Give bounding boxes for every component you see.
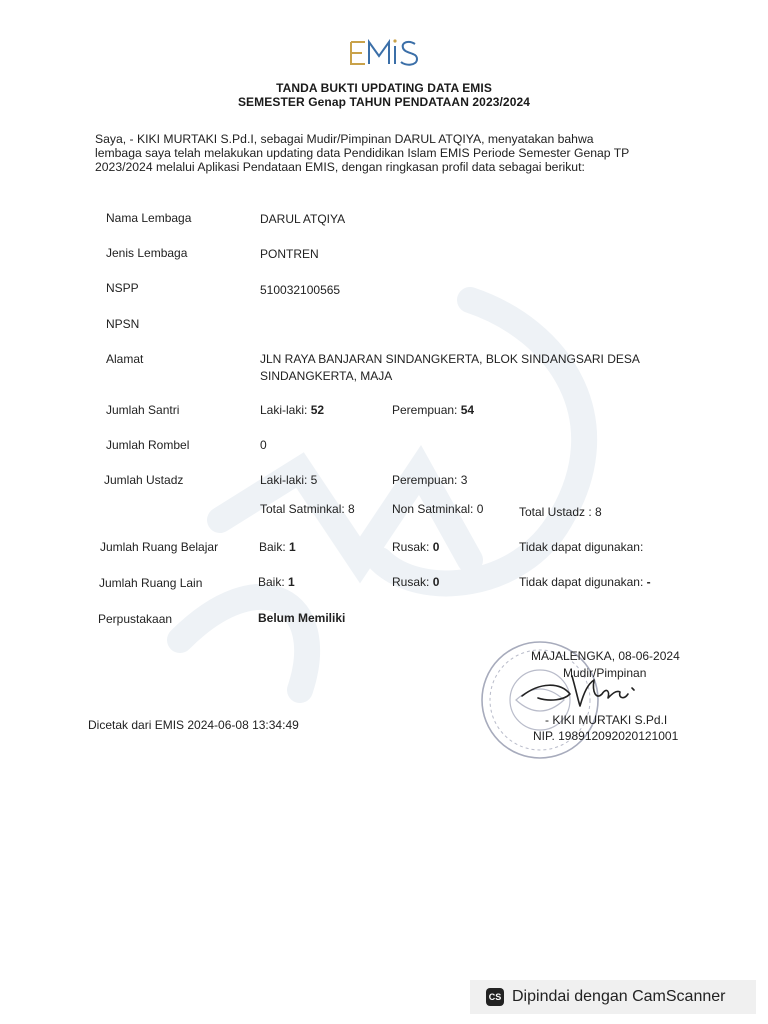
value-ruang-belajar-baik	[259, 540, 296, 554]
value-ustadz-laki: Laki-laki: 5	[260, 473, 318, 487]
camscanner-badge	[470, 980, 756, 1014]
value-nama-lembaga: DARUL ATQIYA	[260, 212, 346, 226]
signature-place-date: MAJALENGKA, 08-06-2024	[531, 649, 680, 663]
label-alamat: Alamat	[106, 352, 144, 366]
santri-perempuan-label: Perempuan:	[392, 403, 458, 417]
value-alamat-line2: SINDANGKERTA, MAJA	[260, 369, 393, 383]
camscanner-label: Dipindai dengan CamScanner	[512, 988, 726, 1005]
label-npsn: NPSN	[106, 317, 140, 331]
value-ruang-belajar-rusak	[392, 540, 439, 554]
camscanner-logo-icon: CS	[486, 988, 504, 1006]
value-jumlah-rombel: 0	[260, 438, 267, 452]
ruang-lain-baik-label: Baik:	[258, 575, 285, 589]
value-jenis-lembaga: PONTREN	[260, 247, 319, 261]
value-santri-perempuan	[392, 403, 474, 417]
intro-paragraph	[95, 132, 679, 174]
ruang-belajar-rusak-count: 0	[432, 540, 440, 554]
ruang-lain-baik-count: 1	[288, 575, 295, 589]
ruang-belajar-tidak-label: Tidak dapat digunakan:	[519, 540, 644, 554]
ruang-lain-rusak-label: Rusak:	[392, 575, 430, 589]
label-jenis-lembaga: Jenis Lembaga	[106, 246, 188, 260]
intro-line: Saya, - KIKI MURTAKI S.Pd.I, sebagai Mudir/Pimpinan DARUL ATQIYA, menyatakan bahwa	[95, 132, 594, 146]
value-total-satminkal: Total Satminkal: 8	[260, 502, 355, 516]
value-total-ustadz: Total Ustadz : 8	[519, 505, 602, 519]
value-ruang-belajar-tidak	[519, 540, 643, 554]
label-ruang-lain: Jumlah Ruang Lain	[99, 576, 203, 590]
label-nama-lembaga: Nama Lembaga	[106, 211, 192, 225]
label-jumlah-ustadz: Jumlah Ustadz	[104, 473, 184, 487]
value-ruang-lain-rusak	[392, 575, 439, 589]
value-santri-laki	[260, 403, 324, 417]
intro-line: lembaga saya telah melakukan updating data Pendidikan Islam EMIS Periode Semester Genap TP	[95, 146, 630, 160]
printed-timestamp: Dicetak dari EMIS 2024-06-08 13:34:49	[88, 718, 299, 732]
santri-laki-label: Laki-laki:	[260, 403, 308, 417]
value-ruang-lain-baik	[258, 575, 295, 589]
signature-name: - KIKI MURTAKI S.Pd.I	[545, 713, 668, 727]
emis-logo	[349, 36, 429, 68]
label-perpustakaan: Perpustakaan	[98, 612, 173, 626]
value-ustadz-perempuan: Perempuan: 3	[392, 473, 468, 487]
signature-role: Mudir/Pimpinan	[563, 666, 647, 680]
value-perpustakaan: Belum Memiliki	[258, 611, 346, 625]
santri-laki-count: 52	[310, 403, 325, 417]
label-nspp: NSPP	[106, 281, 139, 295]
ruang-lain-tidak-count: -	[646, 575, 651, 589]
ruang-lain-rusak-count: 0	[432, 575, 440, 589]
value-ruang-lain-tidak	[519, 575, 651, 589]
santri-perempuan-count: 54	[460, 403, 475, 417]
value-nspp: 510032100565	[260, 283, 341, 297]
ruang-lain-tidak-label: Tidak dapat digunakan:	[519, 575, 644, 589]
intro-line: 2023/2024 melalui Aplikasi Pendataan EMIS, dengan ringkasan profil data sebagai berikut:	[95, 160, 585, 174]
label-ruang-belajar: Jumlah Ruang Belajar	[100, 540, 219, 554]
signature-nip: NIP. 198912092020121001	[533, 729, 679, 743]
document-subtitle: SEMESTER Genap TAHUN PENDATAAN 2023/2024	[237, 95, 531, 109]
ruang-belajar-rusak-label: Rusak:	[392, 540, 430, 554]
ruang-belajar-baik-label: Baik:	[259, 540, 286, 554]
value-alamat-line1: JLN RAYA BANJARAN SINDANGKERTA, BLOK SINDANGSARI DESA	[260, 352, 640, 366]
ruang-belajar-baik-count: 1	[289, 540, 296, 554]
document-title: TANDA BUKTI UPDATING DATA EMIS	[276, 81, 492, 95]
label-jumlah-santri: Jumlah Santri	[106, 403, 180, 417]
value-non-satminkal: Non Satminkal: 0	[392, 502, 484, 516]
label-jumlah-rombel: Jumlah Rombel	[106, 438, 190, 452]
